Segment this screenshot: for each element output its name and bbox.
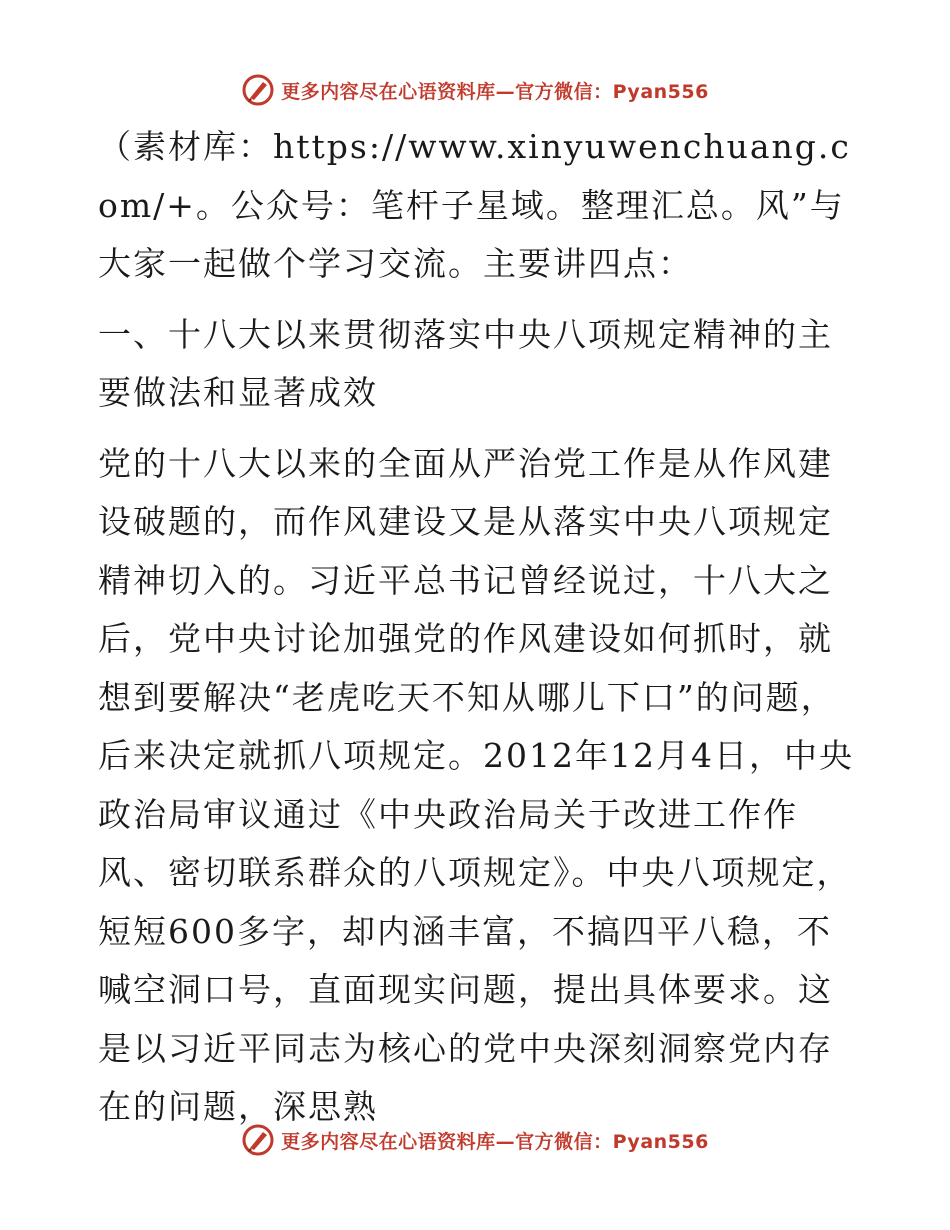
section-heading: 一、十八大以来贯彻落实中央八项规定精神的主要做法和显著成效 [98, 314, 833, 412]
watermark-header [0, 70, 950, 110]
paragraph-body: 党的十八大以来的全面从严治党工作是从作风建设破题的，而作风建设又是从落实中央八项规定精神切入的。习近平总书记曾经说过，十八大之后，党中央讨论加强党的作风建设如何抓时，就想到要解决“老虎吃天不知从哪儿下口”的问题，后来决定就抓八项规定。2012年12月4日，中央政治局审议通过《中央政治局关于改进工作作风、密切联系群众的八项规定》。中央八项规定，短短600多字，却内涵丰富，不搞四平八稳，不喊空洞口号，直面现实问题，提出具体要求。这是以习近平同志为核心的党中央深刻洞察党内存在的问题，深思熟 [98, 443, 854, 1126]
paragraph-intro: （素材库：https://www.xinyuwenchuang.com/+。公众号：笔杆子星域。整理汇总。风”与大家一起做个学习交流。主要讲四点： [98, 127, 851, 283]
quill-pen-circle-icon [241, 1123, 275, 1157]
document-body [98, 118, 858, 1137]
watermark-text: 更多内容尽在心语资料库—官方微信：Pyan556 [281, 80, 709, 103]
quill-pen-circle-icon [241, 73, 275, 107]
watermark-footer [0, 1120, 950, 1160]
watermark-text: 更多内容尽在心语资料库—官方微信：Pyan556 [281, 1130, 709, 1153]
